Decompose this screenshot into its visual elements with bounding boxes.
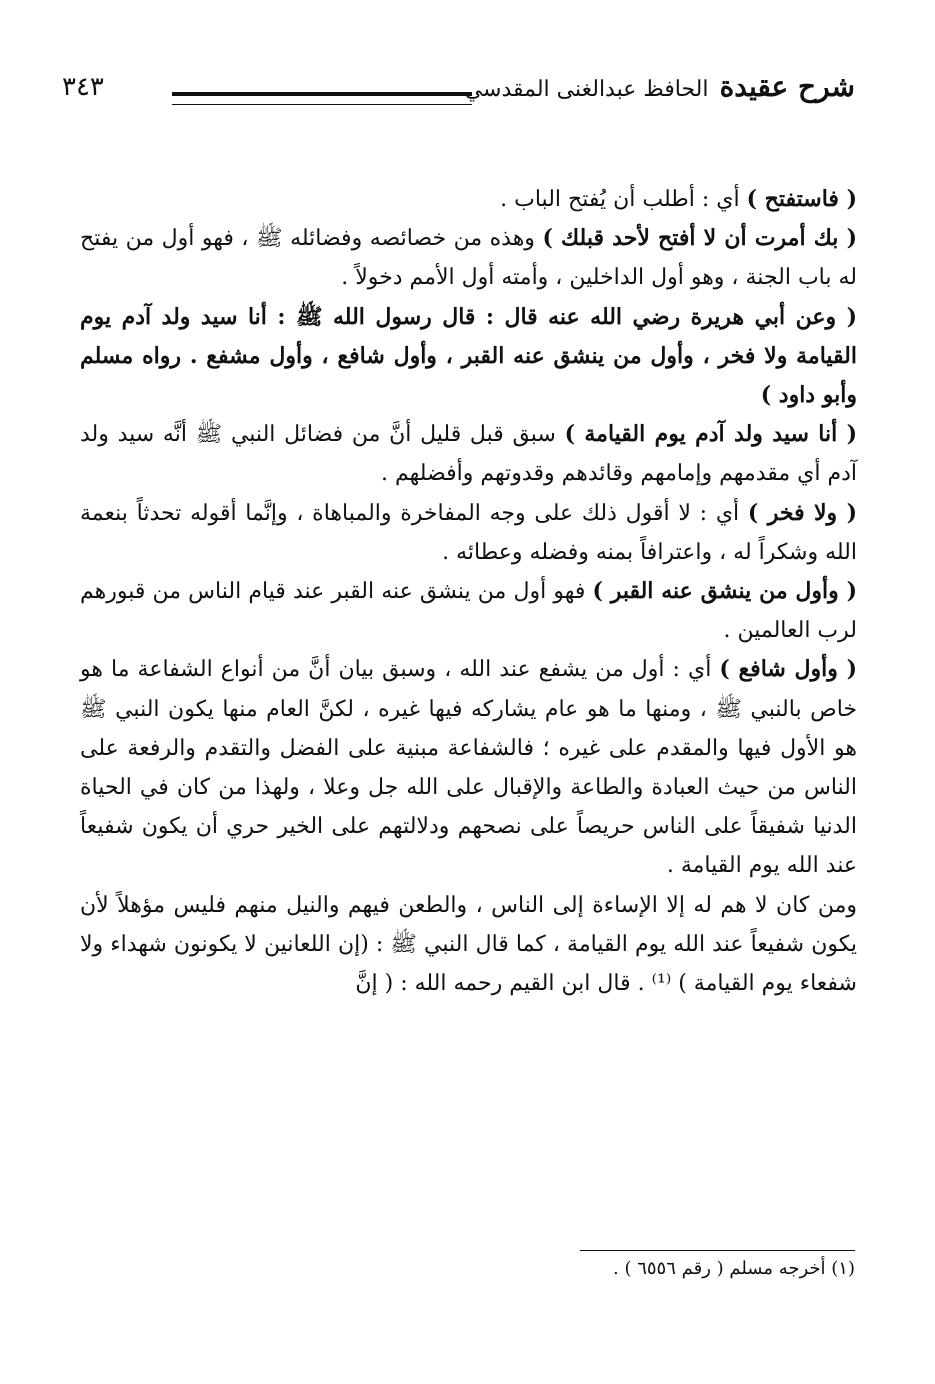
paragraph-text: أي : لا أقول ذلك على وجه المفاخرة والمباهاة ، وإنَّما أقوله تحدثاً بنعمة الله وشكراً له ، واعترافاً بمنه وفضله وعطائه .	[80, 500, 857, 565]
paragraph-lead: ( ولا فخر )	[747, 499, 857, 526]
page-number: ٣٤٣	[62, 72, 104, 102]
paragraph	[80, 572, 857, 650]
page-body	[80, 180, 857, 1003]
paragraph-text: ومن كان لا هم له إلا الإساءة إلى الناس ، والطعن فيهم والنيل منهم فليس مؤهلاً لأن يكون شفيعاً عند الله يوم القيامة ، كما قال النبي ﷺ : (إن اللعانين لا يكونون شهداء ولا شفعاء يوم القيامة ) ⁽¹⁾ . قال ابن القيم رحمه الله : ( إنَّ	[80, 892, 857, 997]
paragraph	[80, 219, 857, 297]
footnote-rule	[580, 1250, 855, 1251]
paragraph	[80, 298, 857, 416]
paragraph	[80, 886, 857, 1004]
running-title-rest: الحافظ عبدالغنى المقدسي	[464, 77, 709, 102]
paragraph-text: وهذه من خصائصه وفضائله ﷺ ، فهو أول من يفتح له باب الجنة ، وهو أول الداخلين ، وأمته أول الأمم دخولاً .	[80, 226, 857, 291]
footnote: (١) أخرجه مسلم ( رقم ٦٥٥٦ ) .	[613, 1258, 855, 1279]
paragraph	[80, 180, 857, 219]
page-header	[62, 70, 855, 130]
paragraph-text: فهو أول من ينشق عنه القبر عند قيام الناس من قبورهم لرب العالمين .	[80, 579, 857, 644]
paragraph	[80, 415, 857, 493]
paragraph	[80, 494, 857, 572]
paragraph-lead: ( وعن أبي هريرة رضي الله عنه قال : قال رسول الله ﷺ : أنا سيد ولد آدم يوم القيامة ولا فخر ، وأول من ينشق عنه القبر ، وأول شافع ، وأول مشفع . رواه مسلم وأبو داود )	[80, 303, 857, 409]
paragraph-lead: ( فاستفتح )	[746, 186, 857, 212]
paragraph-text: سبق قبل قليل أنَّ من فضائل النبي ﷺ أنَّه سيد ولد آدم أي مقدمهم وإمامهم وقائدهم وقدوتهم وأفضلهم .	[80, 422, 857, 487]
paragraph-lead: ( بك أمرت أن لا أفتح لأحد قبلك )	[542, 225, 857, 252]
paragraph	[80, 650, 857, 885]
running-title	[465, 70, 855, 103]
paragraph-lead: ( وأول من ينشق عنه القبر )	[592, 578, 857, 605]
running-title-bold: شرح عقيدة	[719, 70, 855, 103]
paragraph-lead: ( وأول شافع )	[719, 656, 857, 683]
paragraph-text: أي : أطلب أن يُفتح الباب .	[500, 187, 747, 212]
paragraph-lead: ( أنا سيد ولد آدم يوم القيامة )	[564, 421, 857, 448]
paragraph-text: أي : أول من يشفع عند الله ، وسبق بيان أنَّ من أنواع الشفاعة ما هو خاص بالنبي ﷺ ، ومنها ما هو عام يشاركه فيها غيره ، لكنَّ العام منها يكون النبي ﷺ هو الأول فيها والمقدم على غيره ؛ فالشفاعة مبنية على الفضل والتقدم والرفعة على الناس من حيث العبادة والطاعة والإقبال على الله جل وعلا ، ولهذا من كان في الحياة الدنيا شفيقاً على الناس حريصاً على نصحهم ودلالتهم على الخير حري أن يكون شفيعاً عند الله يوم القيامة .	[80, 657, 857, 879]
header-rule	[172, 92, 472, 105]
